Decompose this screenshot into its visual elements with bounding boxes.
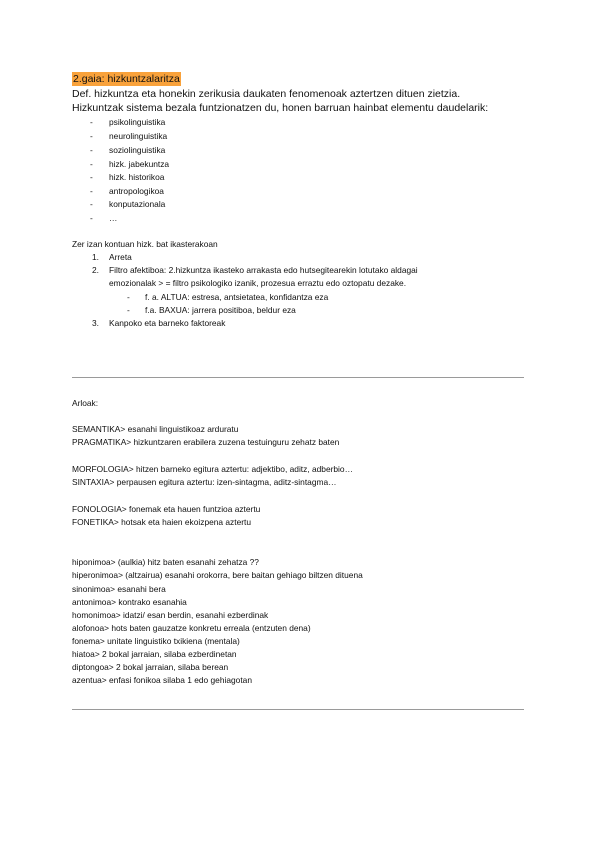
sub-bullet-dash: - bbox=[127, 305, 130, 315]
term-line: antonimoa> kontrako esanahia bbox=[72, 597, 187, 607]
section-heading: Zer izan kontuan hizk. bat ikasterakoan bbox=[72, 239, 218, 249]
sub-bullet-text: f. a. ALTUA: estresa, antsietatea, konfidantza eza bbox=[145, 292, 329, 302]
text-line: SINTAXIA> perpausen egitura aztertu: izen-sintagma, aditz-sintagma… bbox=[72, 477, 337, 487]
page-title: 2.gaia: hizkuntzalaritza bbox=[73, 73, 180, 85]
text-line: PRAGMATIKA> hizkuntzaren erabilera zuzena testuinguru zehatz baten bbox=[72, 437, 340, 447]
numbered-item-text: Filtro afektiboa: 2.hizkuntza ikasteko arrakasta edo hutsegitearekin lotutako aldagai bbox=[109, 265, 418, 275]
numbered-marker: 1. bbox=[92, 252, 99, 262]
term-line: fonema> unitate linguistiko txikiena (mentala) bbox=[72, 636, 240, 646]
sub-bullet-text: f.a. BAXUA: jarrera positiboa, beldur eza bbox=[145, 305, 296, 315]
text-line: MORFOLOGIA> hitzen barneko egitura aztertu: adjektibo, aditz, adberbio… bbox=[72, 464, 353, 474]
section-heading: Arloak: bbox=[72, 398, 99, 408]
definition-line-1: Def. hizkuntza eta honekin zerikusia daukaten fenomenoak aztertzen dituen zietzia. bbox=[72, 88, 461, 100]
term-line: homonimoa> idatzi/ esan berdin, esanahi ezberdinak bbox=[72, 610, 269, 620]
numbered-marker: 3. bbox=[92, 318, 99, 328]
numbered-item-text: Arreta bbox=[109, 252, 132, 262]
term-line: hiatoa> 2 bokal jarraian, silaba ezberdinetan bbox=[72, 649, 237, 659]
term-line: hiperonimoa> (altzairua) esanahi orokorra, bere baitan gehiago biltzen dituena bbox=[72, 570, 363, 580]
term-line: alofonoa> hots baten gauzatze konkretu erreala (entzuten dena) bbox=[72, 623, 311, 633]
text-line: SEMANTIKA> esanahi linguistikoaz arduratu bbox=[72, 424, 239, 434]
horizontal-divider bbox=[72, 709, 524, 710]
horizontal-divider bbox=[72, 377, 524, 378]
text-line: FONETIKA> hotsak eta haien ekoizpena aztertu bbox=[72, 517, 251, 527]
term-line: diptongoa> 2 bokal jarraian, silaba berean bbox=[72, 662, 229, 672]
numbered-item-continuation: emozionalak > = filtro psikologiko izanik, prozesua erraztu edo oztopatu dezake. bbox=[109, 278, 407, 288]
sub-bullet-dash: - bbox=[127, 292, 130, 302]
document-page: 2.gaia: hizkuntzalaritza Def. hizkuntza eta honekin zerikusia daukaten fenomenoak aztertzen dituen zietzia. Hizkuntzak sistema bezala funtzionatzen du, honen barruan hainbat elementu daudelarik: - psikolinguistika - neurolinguistika - soziolinguistika - hizk. jabekuntza - hizk. historikoa - antropologikoa - konputazionala - … Zer izan kontuan hizk. bat ikasterakoan 1. Arreta 2. Filtro afektiboa: 2.hizkuntza ikasteko arrakasta edo hutsegitearekin lotutako aldagai emozionalak > = filtro psikologiko izanik, prozesua erraztu edo oztopatu dezake. - f. a. ALTUA: estresa, antsietatea, konfidantza eza - f.a. BAXUA: jarrera positiboa, beldur eza 3. Kanpoko eta barneko faktoreak Arloak: SEMANTIKA> esanahi linguistikoaz arduratu PRAGMATIKA> hizkuntzaren erabilera zuzena testuinguru zehatz baten MORFOLOGIA> hitzen barneko egitura aztertu: adjektibo, aditz, adberbio… SINTAXIA> perpausen egitura aztertu: izen-sintagma, aditz-sintagma… FONOLOGIA> fonemak eta hauen funtzioa aztertu FONETIKA> hotsak eta haien ekoizpena aztertu hiponimoa> (aulkia) hitz baten esanahi zehatza ?? hiperonimoa> (altzairua) esanahi orokorra, bere baitan gehiago biltzen dituena sinonimoa> esanahi bera antonimoa> kontrako esanahia homonimoa> idatzi/ esan berdin, esanahi ezberdinak alofonoa> hots baten gauzatze konkretu erreala (entzuten dena) fonema> unitate linguistiko txikiena (mentala) hiatoa> 2 bokal jarraian, silaba ezberdinetan diptongoa> 2 bokal jarraian, silaba berean azentua> enfasi fonikoa silaba 1 edo gehiagotan bbox=[0, 0, 600, 848]
numbered-item-text: Kanpoko eta barneko faktoreak bbox=[109, 318, 226, 328]
numbered-marker: 2. bbox=[92, 265, 99, 275]
text-line: FONOLOGIA> fonemak eta hauen funtzioa aztertu bbox=[72, 504, 261, 514]
definition-line-2: Hizkuntzak sistema bezala funtzionatzen du, honen barruan hainbat elementu daudelarik: bbox=[72, 102, 489, 114]
term-line: hiponimoa> (aulkia) hitz baten esanahi zehatza ?? bbox=[72, 557, 259, 567]
term-line: azentua> enfasi fonikoa silaba 1 edo gehiagotan bbox=[72, 675, 252, 685]
term-line: sinonimoa> esanahi bera bbox=[72, 584, 166, 594]
